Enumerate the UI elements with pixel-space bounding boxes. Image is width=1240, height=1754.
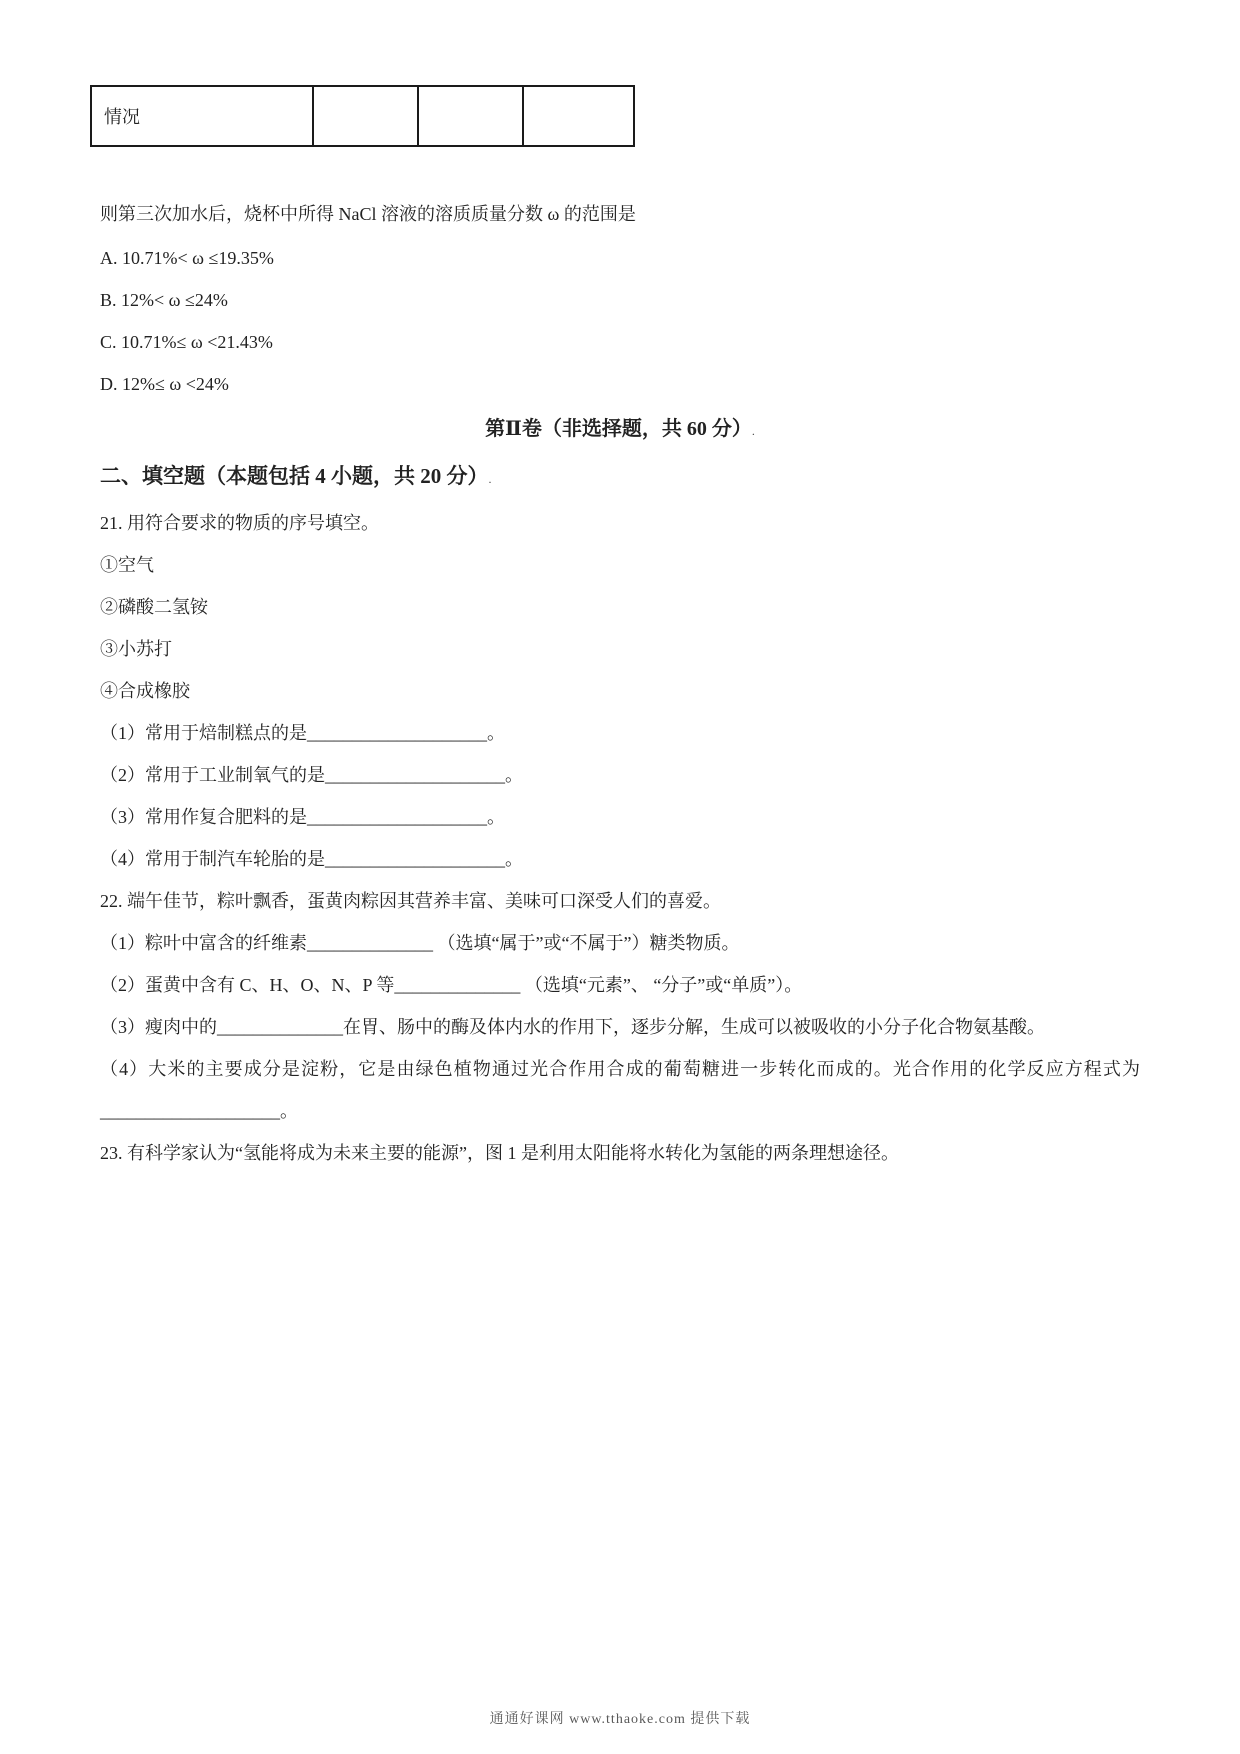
question-20-option-a: A. 10.71%< ω ≤19.35% xyxy=(100,248,274,268)
table-cell xyxy=(313,86,418,146)
question-21-blank-1: （1）常用于焙制糕点的是____________________。 xyxy=(100,723,505,743)
volume-2-heading-text: 第Ⅱ卷（非选择题，共 60 分） xyxy=(485,418,752,440)
table-cell xyxy=(523,86,634,146)
question-23-stem: 23. 有科学家认为“氢能将成为未来主要的能源”，图 1 是利用太阳能将水转化为氢能的两条理想途径。 xyxy=(100,1143,899,1163)
section-2-heading-dot: . xyxy=(488,472,492,486)
data-table xyxy=(90,85,635,147)
question-22-part-4: （4）大米的主要成分是淀粉，它是由绿色植物通过光合作用合成的葡萄糖进一步转化而成的。光合作用的化学反应方程式为____________________。 xyxy=(100,1059,1140,1121)
table-cell-label: 情况 xyxy=(91,86,313,146)
question-21-blank-4: （4）常用于制汽车轮胎的是____________________。 xyxy=(100,849,523,869)
question-20-option-d: D. 12%≤ ω <24% xyxy=(100,374,229,394)
question-22-part-2: （2）蛋黄中含有 C、H、O、N、P 等______________ （选填“元素”、 “分子”或“单质”）。 xyxy=(100,975,803,995)
question-20-option-b: B. 12%< ω ≤24% xyxy=(100,290,228,310)
section-2-heading-text: 二、填空题（本题包括 4 小题，共 20 分） xyxy=(100,464,489,488)
question-21-stem: 21. 用符合要求的物质的序号填空。 xyxy=(100,513,379,533)
table-row xyxy=(91,86,634,146)
question-20-option-c: C. 10.71%≤ ω <21.43% xyxy=(100,332,273,352)
question-20-stem: 则第三次加水后，烧杯中所得 NaCl 溶液的溶质质量分数 ω 的范围是 xyxy=(100,204,636,224)
question-22-stem: 22. 端午佳节，粽叶飘香，蛋黄肉粽因其营养丰富、美味可口深受人们的喜爱。 xyxy=(100,891,721,911)
section-2-heading xyxy=(100,453,1140,502)
question-21-choice-3: ③小苏打 xyxy=(100,639,172,659)
question-22-part-3: （3）瘦肉中的______________在胃、肠中的酶及体内水的作用下，逐步分解，生成可以被吸收的小分子化合物氨基酸。 xyxy=(100,1017,1045,1037)
table-cell xyxy=(418,86,523,146)
question-21-choice-1: ①空气 xyxy=(100,555,154,575)
question-21-choice-4: ④合成橡胶 xyxy=(100,681,190,701)
question-21-choice-2: ②磷酸二氢铵 xyxy=(100,597,208,617)
site-footer: 通通好课网 www.tthaoke.com 提供下载 xyxy=(489,1712,751,1727)
question-21-blank-3: （3）常用作复合肥料的是____________________。 xyxy=(100,807,505,827)
volume-2-heading-dot: . xyxy=(751,424,755,438)
question-22-part-1: （1）粽叶中富含的纤维素______________ （选填“属于”或“不属于”）糖类物质。 xyxy=(100,933,740,953)
volume-2-heading xyxy=(100,407,1140,453)
question-21-blank-2: （2）常用于工业制氧气的是____________________。 xyxy=(100,765,523,785)
